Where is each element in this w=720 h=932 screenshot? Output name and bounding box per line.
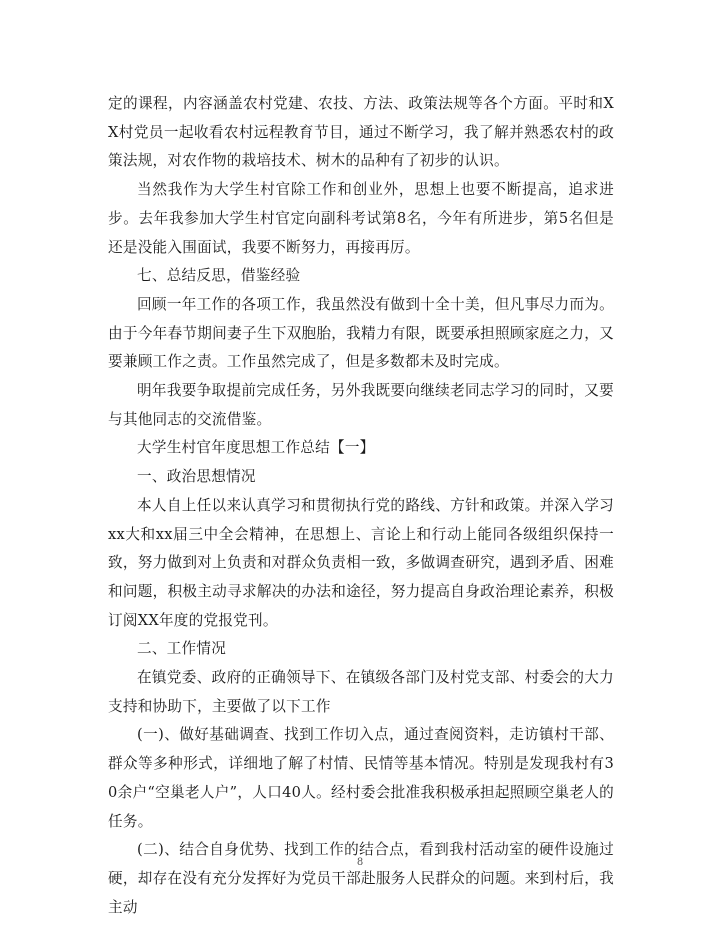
paragraph: (二)、结合自身优势、找到工作的结合点，看到我村活动室的硬件设施过硬，却存在没有充分发挥好为党员干部赴服务人民群众的问题。来到村后，我主动: [108, 841, 614, 916]
document-body: [108, 90, 614, 922]
paragraph: 本人自上任以来认真学习和贯彻执行党的路线、方针和政策。并深入学习xx大和xx届三中全会精神，在思想上、言论上和行动上能同各级组织保持一致，努力做到对上负责和对群众负责相一致，多做调查研究，遇到矛盾、困难和问题，积极主动寻求解决的办法和途径，努力提高自身政治理论素养，积极订阅XX年度的党报党刊。: [108, 496, 614, 629]
page-number: 8: [356, 857, 364, 868]
paragraph: 在镇党委、政府的正确领导下、在镇级各部门及村党支部、村委会的大力支持和协助下，主要做了以下工作: [108, 669, 614, 715]
paragraph: (一)、做好基础调查、找到工作切入点，通过查阅资料，走访镇村干部、群众等多种形式，详细地了解了村情、民情等基本情况。特别是发现我村有30余户“空巢老人户”，人口40人。经村委会批准我积极承担起照顾空巢老人的任务。: [108, 726, 614, 830]
paragraph: 回顾一年工作的各项工作，我虽然没有做到十全十美，但凡事尽力而为。由于今年春节期间妻子生下双胞胎，我精力有限，既要承担照顾家庭之力，又要兼顾工作之责。工作虽然完成了，但是多数都未及时完成。: [108, 295, 614, 371]
paragraph: 明年我要争取提前完成任务，另外我既要向继续老同志学习的同时，又要与其他同志的交流借鉴。: [108, 382, 614, 428]
section-heading: 一、政治思想情况: [137, 468, 256, 486]
section-heading: 七、总结反思，借鉴经验: [137, 267, 301, 285]
section-heading: 二、工作情况: [137, 640, 227, 658]
paragraph: 定的课程，内容涵盖农村党建、农技、方法、政策法规等各个方面。平时和XX村党员一起收看农村远程教育节目，通过不断学习，我了解并熟悉农村的政策法规，对农作物的栽培技术、树木的品种有了初步的认识。: [108, 95, 614, 170]
document-subtitle: 大学生村官年度思想工作总结【一】: [137, 439, 375, 457]
paragraph: 当然我作为大学生村官除工作和创业外，思想上也要不断提高，追求进步。去年我参加大学生村官定向副科考试第8名，今年有所进步，第5名但是还是没能入围面试，我要不断努力，再接再厉。: [108, 181, 614, 256]
